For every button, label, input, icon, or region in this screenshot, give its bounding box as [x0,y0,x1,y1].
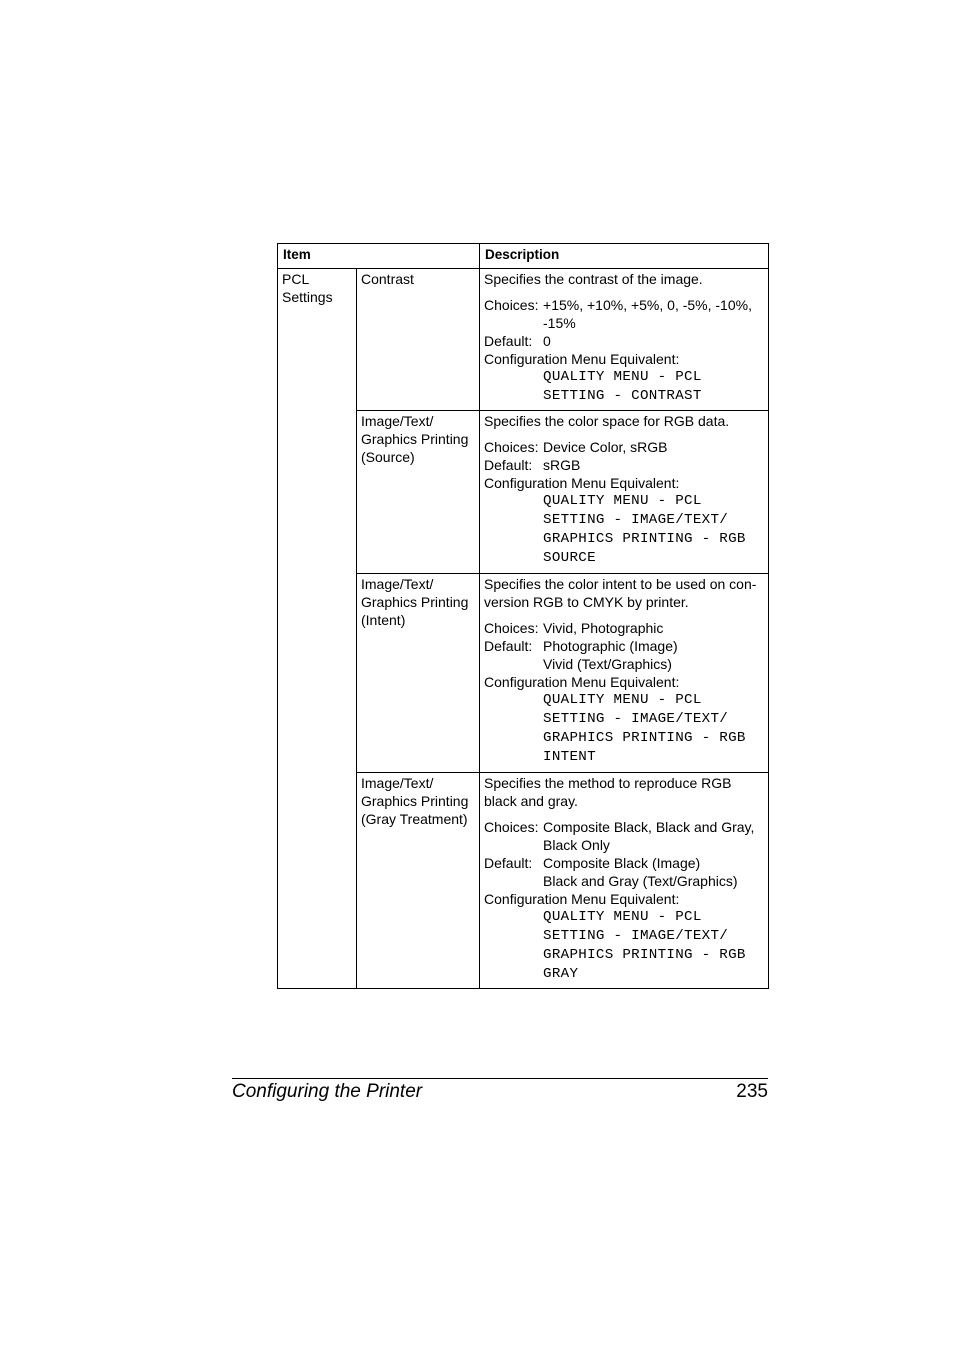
default-value: Vivid (Text/Graphics) [543,656,672,672]
item-label: Image/Text/ Graphics Printing (Gray Treatment) [357,773,480,989]
footer-rule [232,1078,768,1079]
menu-path-line: SETTING - CONTRAST [543,388,702,404]
default-label: Default: [484,457,533,473]
default-value: 0 [543,333,551,349]
choices-label: Choices: [484,620,539,636]
table-header-row [278,244,769,269]
menu-path-line: INTENT [543,749,596,765]
choices-value: -15% [543,315,576,331]
menu-equivalent-label: Configuration Menu Equivalent: [484,674,680,690]
choices-block [484,818,764,984]
menu-path-line: QUALITY MENU - PCL [543,369,702,385]
description-cell [480,773,769,989]
choices-value: +15%, +10%, +5%, 0, -5%, -10%, [543,297,752,313]
choices-block [484,296,764,406]
choices-value: Vivid, Photographic [543,620,664,636]
menu-path-line: SETTING - IMAGE/TEXT/ [543,711,729,727]
menu-path-line: SETTING - IMAGE/TEXT/ [543,512,729,528]
menu-equivalent-label: Configuration Menu Equivalent: [484,475,680,491]
choices-value: Composite Black, Black and Gray, [543,819,755,835]
description-cell [480,574,769,773]
settings-table [277,243,769,989]
default-label: Default: [484,638,533,654]
description-text: Specifies the method to reproduce RGB black and gray. [484,775,732,809]
choices-label: Choices: [484,439,539,455]
item-label: Image/Text/ Graphics Printing (Intent) [357,574,480,773]
page-number: 235 [736,1081,768,1102]
default-label: Default: [484,855,533,871]
default-value: Composite Black (Image) [543,855,701,871]
menu-equivalent-label: Configuration Menu Equivalent: [484,891,680,907]
header-description: Description [480,244,769,269]
default-value: Photographic (Image) [543,638,678,654]
menu-path-line: GRAPHICS PRINTING - RGB [543,730,746,746]
default-label [484,872,543,890]
description-cell [480,269,769,411]
item-label: Image/Text/ Graphics Printing (Source) [357,411,480,574]
menu-path-line: QUALITY MENU - PCL [543,692,702,708]
menu-path-line: QUALITY MENU - PCL [543,909,702,925]
description-cell [480,411,769,574]
default-label: Default: [484,333,533,349]
choices-value: Device Color, sRGB [543,439,668,455]
menu-path-line: SOURCE [543,550,596,566]
choices-block [484,438,764,568]
menu-path-line: GRAY [543,966,579,982]
default-label [484,655,543,673]
choices-block [484,619,764,767]
item-label: Contrast [357,269,480,411]
choices-label [484,836,543,854]
menu-path-line: GRAPHICS PRINTING - RGB [543,947,746,963]
menu-path-line: SETTING - IMAGE/TEXT/ [543,928,729,944]
choices-label: Choices: [484,297,539,313]
choices-label: Choices: [484,819,539,835]
header-item: Item [278,244,480,269]
table-row [278,269,769,411]
description-text: Specifies the color intent to be used on con-version RGB to CMYK by printer. [484,576,757,610]
description-text: Specifies the color space for RGB data. [484,413,730,429]
choices-label [484,314,543,332]
menu-path-line: QUALITY MENU - PCL [543,493,702,509]
description-text: Specifies the contrast of the image. [484,271,703,287]
choices-value: Black Only [543,837,610,853]
menu-path-line: GRAPHICS PRINTING - RGB [543,531,746,547]
footer-title: Configuring the Printer [232,1081,423,1102]
group-label: PCL Settings [278,269,357,989]
menu-equivalent-label: Configuration Menu Equivalent: [484,351,680,367]
default-value: sRGB [543,457,581,473]
default-value: Black and Gray (Text/Graphics) [543,873,738,889]
